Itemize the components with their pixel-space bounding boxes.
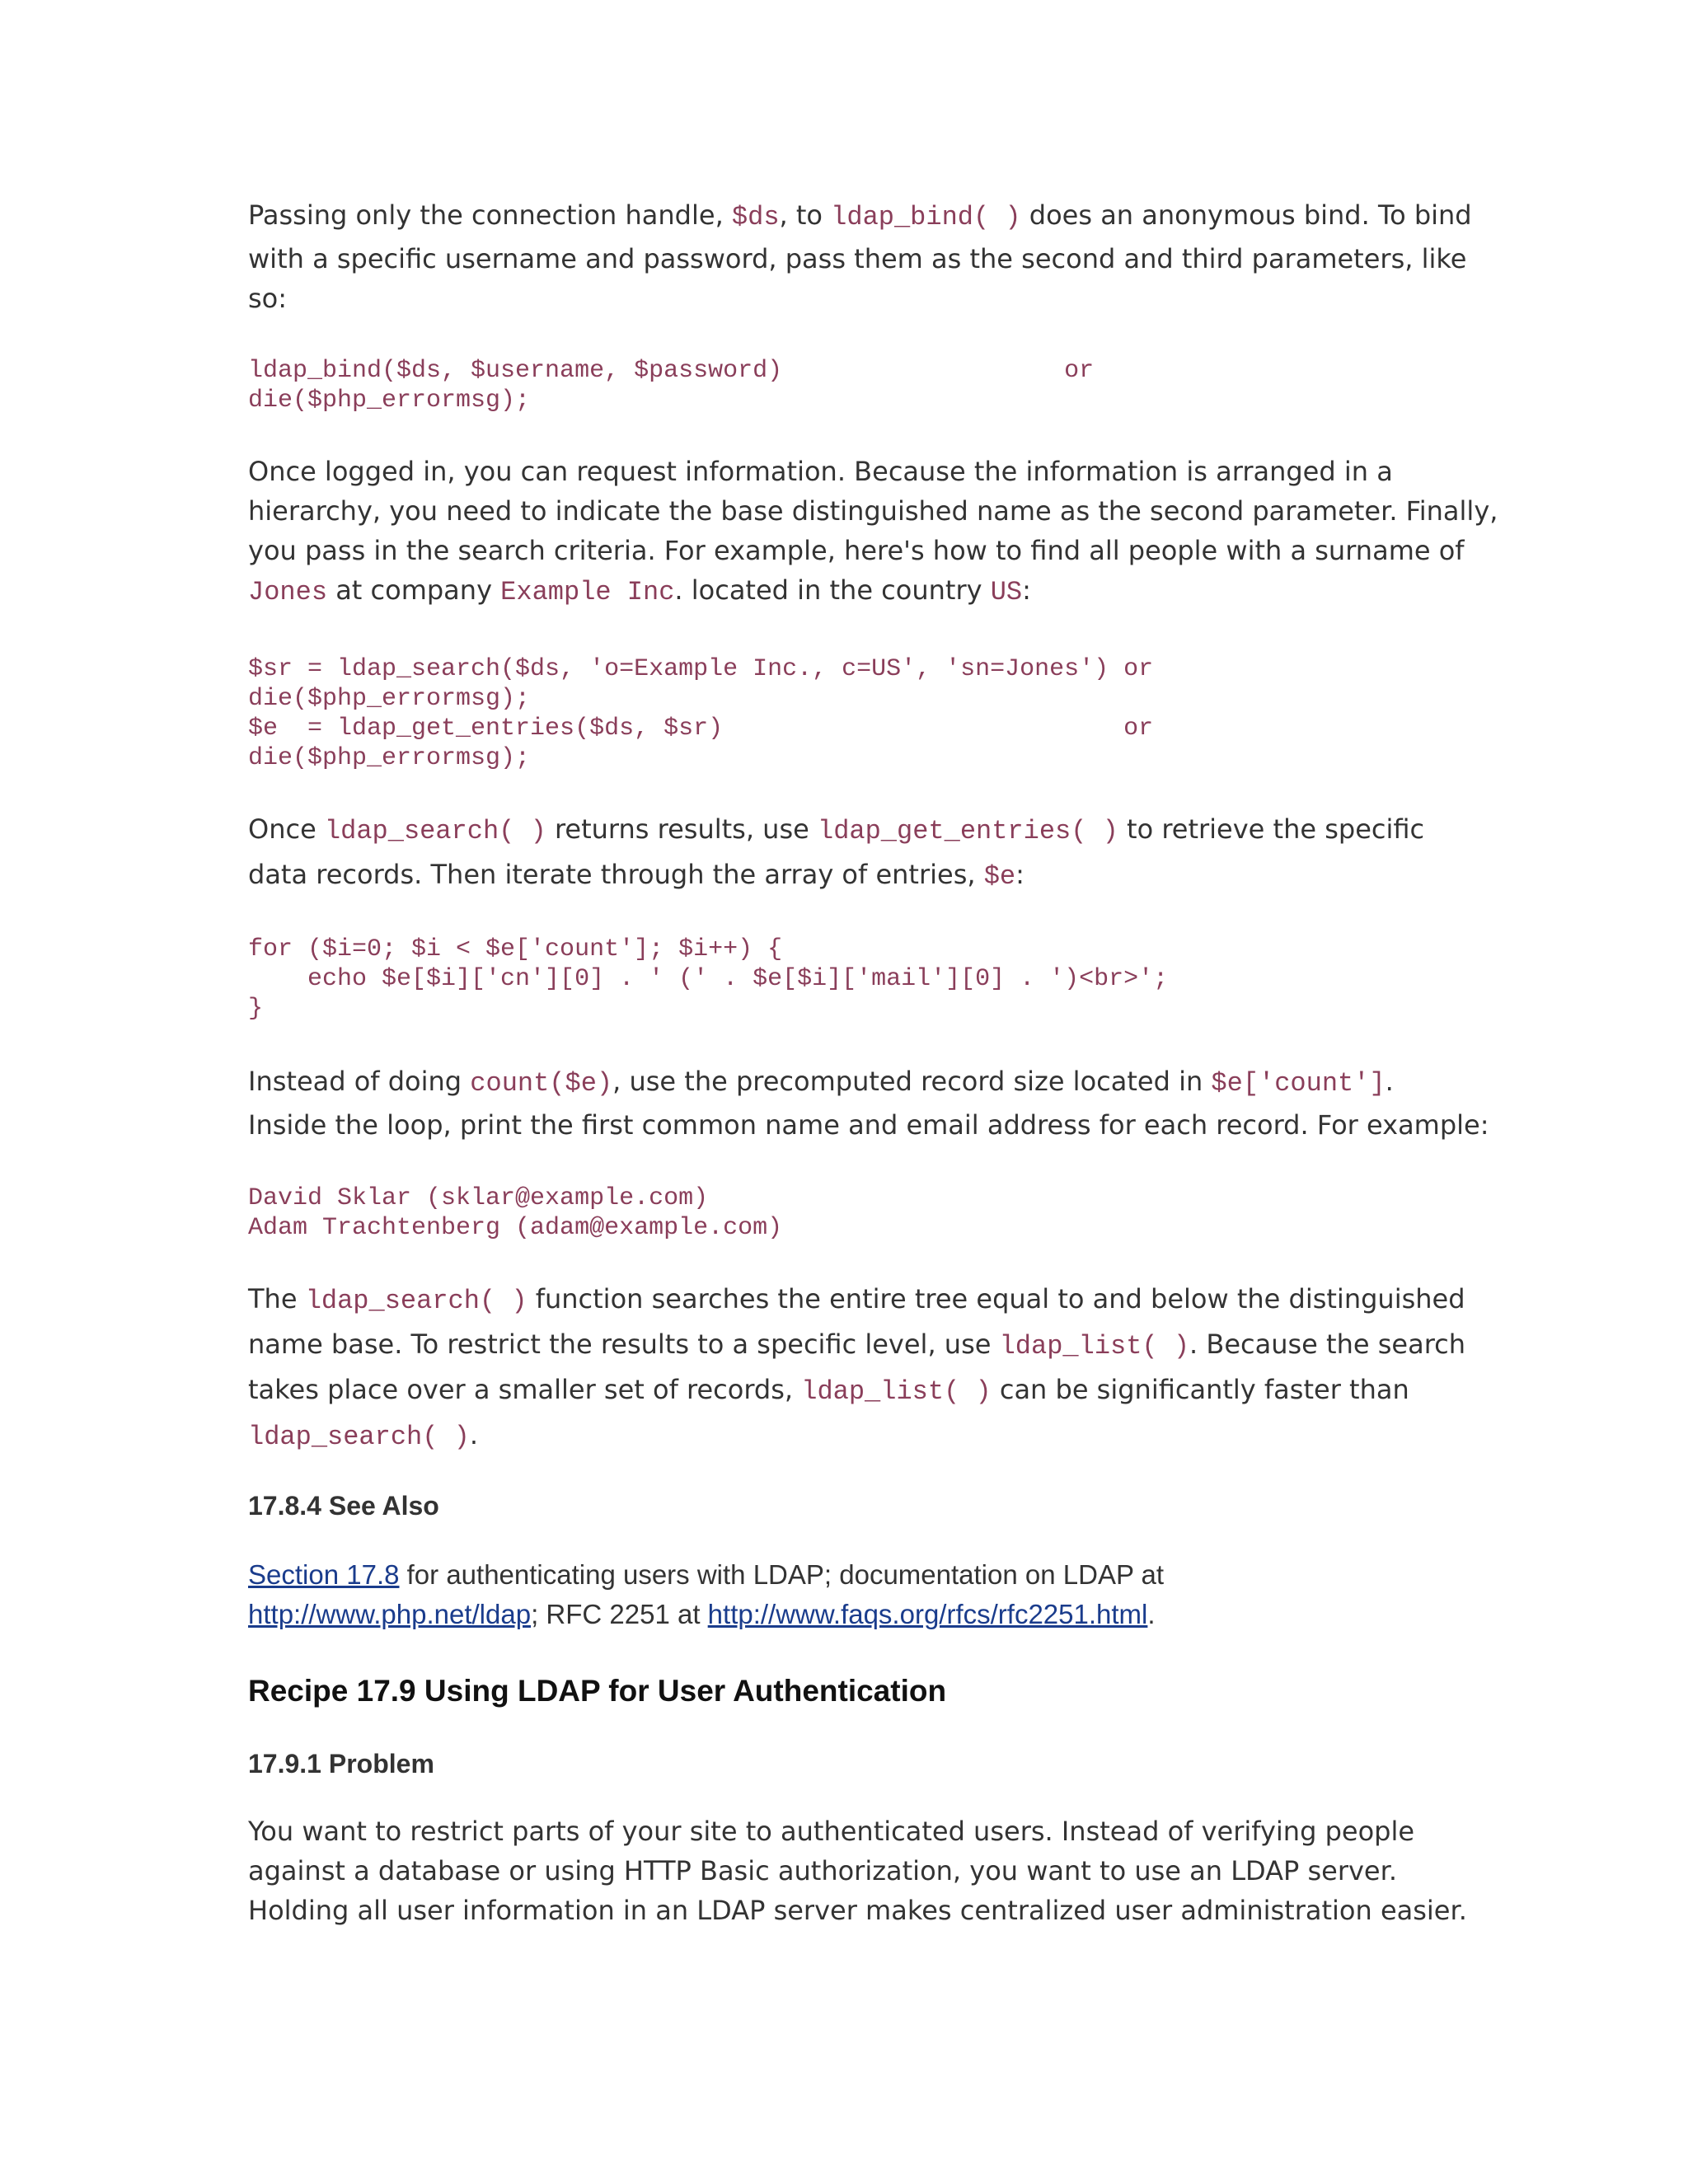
paragraph-line: hierarchy, you need to indicate the base distinguished name as the second parameter. Finally,	[248, 495, 1498, 527]
php-ldap-link[interactable]: http://www.php.net/ldap	[248, 1599, 532, 1629]
text: can be significantly faster than	[991, 1374, 1409, 1405]
text: Instead of doing	[248, 1066, 471, 1097]
paragraph-line: You want to restrict parts of your site to authenticated users. Instead of verifying people	[248, 1816, 1415, 1847]
code-block-search	[248, 654, 1451, 773]
section-heading: 17.9.1 Problem	[248, 1749, 434, 1779]
text: data records. Then iterate through the array of entries,	[248, 859, 984, 890]
paragraph-search-intro	[248, 452, 1498, 612]
paragraph-line	[248, 853, 1451, 898]
inline-code: $e	[983, 861, 1016, 892]
text: to retrieve the specific	[1118, 813, 1425, 845]
code-block-loop	[248, 935, 1451, 1024]
paragraph-line	[248, 808, 1451, 853]
paragraph-line	[248, 1413, 1451, 1459]
inline-code: ldap_search( )	[305, 1286, 528, 1316]
text: returns results, use	[546, 813, 818, 845]
text: . Because the search	[1189, 1329, 1466, 1360]
inline-code: Jones	[248, 577, 328, 607]
inline-code: $e['count']	[1211, 1068, 1386, 1099]
inline-code: ldap_list( )	[801, 1376, 992, 1407]
text: Passing only the connection handle,	[248, 199, 732, 231]
see-also-section	[248, 1489, 1451, 1522]
text: ; RFC 2251 at	[531, 1599, 708, 1629]
text: .	[1147, 1599, 1156, 1629]
paragraph-get-entries	[248, 808, 1451, 898]
text: does an anonymous bind. To bind	[1020, 199, 1472, 231]
paragraph-line: Once logged in, you can request information. Because the information is arranged in a	[248, 456, 1393, 487]
text: .	[1385, 1066, 1394, 1097]
paragraph-line	[248, 1368, 1451, 1413]
paragraph-line: with a specific username and password, pass them as the second and third parameters, like	[248, 243, 1467, 274]
inline-code: ldap_get_entries( )	[817, 816, 1118, 846]
code-text: David Sklar (sklar@example.com) Adam Trachtenberg (adam@example.com)	[248, 1184, 783, 1242]
text: .	[469, 1419, 479, 1451]
problem-section	[248, 1747, 1451, 1780]
text: for authenticating users with LDAP; documentation on LDAP at	[399, 1559, 1165, 1590]
text: at company	[327, 574, 501, 606]
code-block-bind	[248, 356, 1451, 415]
text: takes place over a smaller set of records,	[248, 1374, 802, 1405]
text: :	[1022, 574, 1031, 606]
text: Once	[248, 813, 325, 845]
paragraph-line: so:	[248, 283, 288, 314]
paragraph-count	[248, 1060, 1489, 1145]
section-link[interactable]: Section 17.8	[248, 1559, 400, 1590]
see-also-text	[248, 1555, 1451, 1634]
inline-code: ldap_search( )	[248, 1422, 470, 1452]
text: name base. To restrict the results to a specific level, use	[248, 1329, 1000, 1360]
paragraph-line: Inside the loop, print the first common name and email address for each record. For example:	[248, 1109, 1489, 1141]
code-text: ldap_bind($ds, $username, $password) or die($php_errormsg);	[248, 357, 1095, 415]
inline-code: ldap_search( )	[324, 816, 546, 846]
inline-code: Example Inc	[500, 577, 675, 607]
text: , use the precomputed record size located in	[612, 1066, 1212, 1097]
inline-code: $ds	[731, 202, 780, 232]
section-heading: 17.8.4 See Also	[248, 1491, 439, 1521]
text: function searches the entire tree equal to and below the distinguished	[527, 1283, 1465, 1315]
code-block-output	[248, 1183, 1451, 1243]
text: The	[248, 1283, 306, 1315]
paragraph-line: Holding all user information in an LDAP server makes centralized user administration easier.	[248, 1895, 1467, 1926]
paragraph-line	[248, 1060, 1451, 1105]
paragraph-line: against a database or using HTTP Basic authorization, you want to use an LDAP server.	[248, 1855, 1397, 1886]
inline-code: count($e)	[470, 1068, 613, 1099]
paragraph-line	[248, 570, 1451, 612]
paragraph-line	[248, 1277, 1465, 1323]
paragraph-line	[248, 194, 1472, 239]
code-text: $sr = ldap_search($ds, 'o=Example Inc., c=US', 'sn=Jones') or die($php_errormsg); $e = ldap_get_entries($ds, $sr) or die($php_errormsg);	[248, 655, 1154, 772]
paragraph-problem	[248, 1811, 1467, 1930]
paragraph-anonymous-bind	[248, 194, 1472, 318]
paragraph-line	[248, 1595, 1451, 1634]
text: :	[1015, 859, 1025, 890]
code-text: for ($i=0; $i < $e['count']; $i++) { echo $e[$i]['cn'][0] . ' (' . $e[$i]['mail'][0] . ')<br>'; }	[248, 935, 1169, 1023]
paragraph-ldap-list	[248, 1277, 1466, 1459]
recipe-title: Recipe 17.9 Using LDAP for User Authentication	[248, 1674, 947, 1708]
paragraph-line: you pass in the search criteria. For example, here's how to find all people with a surname of	[248, 535, 1465, 566]
rfc-link[interactable]: http://www.faqs.org/rfcs/rfc2251.html	[707, 1599, 1148, 1629]
inline-code: ldap_bind( )	[831, 202, 1021, 232]
text: , to	[779, 199, 832, 231]
inline-code: US	[990, 577, 1023, 607]
paragraph-line	[248, 1323, 1466, 1368]
recipe-header	[248, 1673, 1451, 1709]
paragraph-line	[248, 1555, 1451, 1595]
inline-code: ldap_list( )	[999, 1331, 1190, 1361]
text: . located in the country	[674, 574, 991, 606]
